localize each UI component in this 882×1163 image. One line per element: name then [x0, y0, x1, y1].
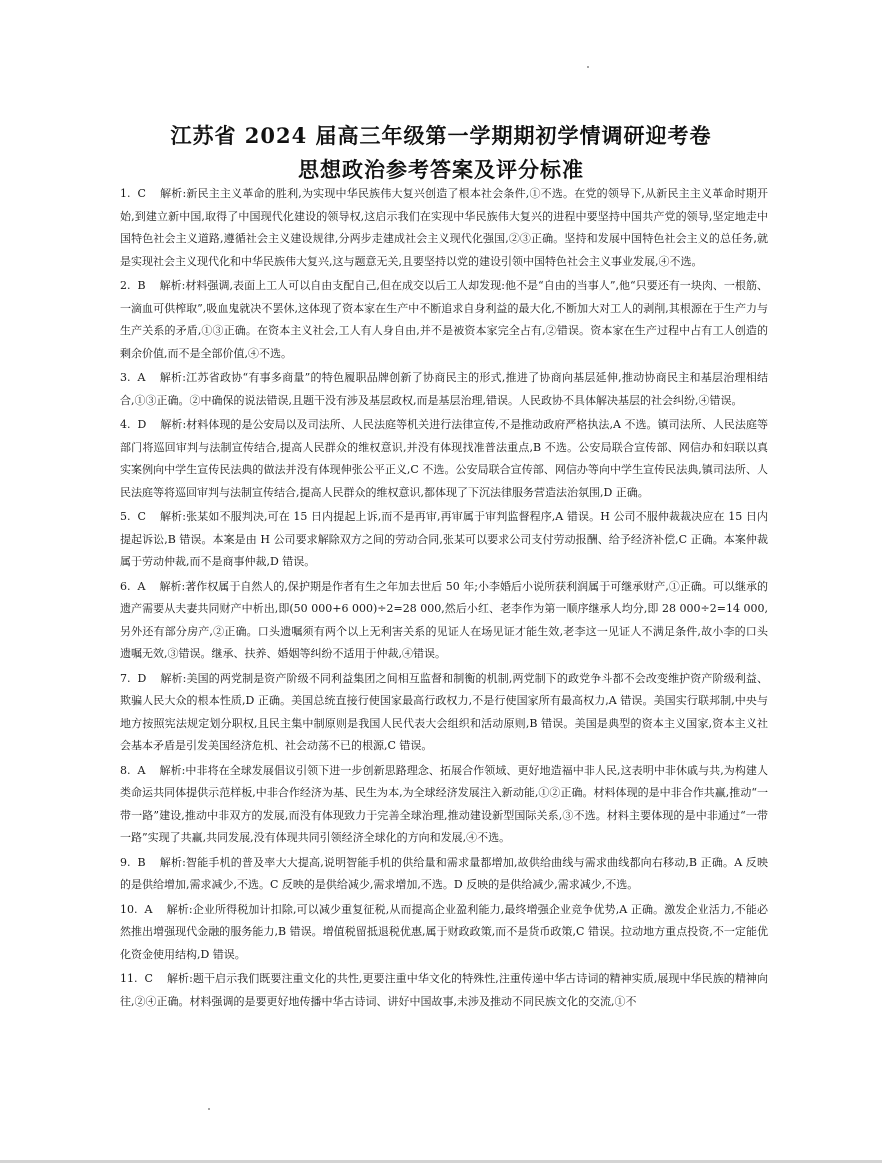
question-explanation: 解析:张某如不服判决,可在 15 日内提起上诉,而不是再审,再审属于审判监督程序,A 错误。H 公司不服仲裁裁决应在 15 日内提起诉讼,B 错误。本案是由 H 公司要求解除双方之间的劳动合同,张某可以要求公司支付劳动报酬、给予经济补偿,C 正确。本案仲裁属于劳动仲裁,而不是商事仲裁,D 错误。	[120, 510, 768, 568]
question-answer: A	[144, 902, 153, 916]
question-explanation: 解析:智能手机的普及率大大提高,说明智能手机的供给量和需求量都增加,故供给曲线与需求曲线都向右移动,B 正确。A 反映的是供给增加,需求减少,不选。C 反映的是供给减少,需求增加,不选。D 反映的是供给减少,需求减少,不选。	[120, 855, 768, 891]
document-subtitle: 思想政治参考答案及评分标准	[298, 157, 584, 182]
question-number: 4.	[120, 418, 131, 431]
question-answer: D	[137, 418, 147, 431]
question-explanation: 解析:著作权属于自然人的,保护期是作者有生之年加去世后 50 年;小李婚后小说所获利润属于可继承财产,①正确。可以继承的遗产需要从夫妻共同财产中析出,即(50 000+6 000)÷2=28 000,然后小红、老李作为第一顺序继承人均分,即 28 000÷2=14 000,另外还有部分房产,②正确。口头遗嘱须有两个以上无利害关系的见证人在场见证才能生效,老李这一见证人不满足条件,故小李的口头遗嘱无效,③错误。继承、扶养、婚姻等纠纷不适用于仲裁,④错误。	[120, 579, 768, 660]
question-answer: C	[137, 187, 146, 200]
question-item	[120, 968, 768, 1013]
question-number: 5.	[120, 510, 131, 523]
question-answer: B	[137, 279, 146, 292]
question-explanation: 解析:中非将在全球发展倡议引领下进一步创新思路理念、拓展合作领域、更好地造福中非人民,这表明中非休戚与共,为构建人类命运共同体提供示范样板,中非合作经济为基、民生为本,为全球经济发展注入新动能,①②正确。材料体现的是中非合作共赢,推动“一带一路”建设,推动中非双方的发展,而没有体现致力于完善全球治理,推动建设新型国际关系,③不选。材料主要体现的是中非通过“一带一路”实现了共赢,共同发展,没有体现共同引领经济全球化的方向和发展,④不选。	[120, 763, 768, 844]
question-answer: C	[137, 510, 146, 523]
answer-list	[120, 183, 768, 1015]
question-explanation: 解析:材料强调,表面上工人可以自由支配自己,但在成交以后工人却发现:他不是“自由的当事人”,他“只要还有一块肉、一根筋、一滴血可供榨取”,吸血鬼就决不罢休,这体现了资本家在生产中不断追求自身利益的最大化,不断加大对工人的剥削,其根源在于生产力与生产关系的矛盾,①③正确。在资本主义社会,工人有人身自由,并不是被资本家完全占有,②错误。资本家在生产过程中占有工人创造的剩余价值,而不是全部价值,④不选。	[120, 279, 768, 360]
question-answer: D	[137, 671, 147, 685]
question-answer: C	[144, 972, 153, 985]
question-answer: A	[137, 763, 146, 777]
question-number: 9.	[120, 855, 131, 869]
question-number: 2.	[120, 279, 131, 292]
question-explanation: 解析:美国的两党制是资产阶级不同利益集团之间相互监督和制衡的机制,两党制下的政党争斗都不会改变维护资产阶级利益、欺骗人民大众的根本性质,D 正确。美国总统直接行使国家最高行政权力,不是行使国家所有最高权力,A 错误。美国实行联邦制,中央与地方按照宪法规定划分职权,且民主集中制原则是我国人民代表大会组织和活动原则,B 错误。美国是典型的资本主义国家,资本主义社会基本矛盾是引发美国经济危机、社会动荡不已的根源,C 错误。	[120, 671, 768, 752]
question-item	[120, 760, 768, 850]
question-explanation: 解析:新民主主义革命的胜利,为实现中华民族伟大复兴创造了根本社会条件,①不选。在党的领导下,从新民主主义革命时期开始,到建立新中国,取得了中国现代化建设的领导权,这启示我们在实现中华民族伟大复兴的进程中要坚持中国共产党的领导,坚定地走中国特色社会主义道路,遵循社会主义建设规律,分两步走建成社会主义现代化强国,②③正确。坚持和发展中国特色社会主义的总任务,就是实现社会主义现代化和中华民族伟大复兴,这与题意无关,且要坚持以党的建设引领中国特色社会主义事业发展,④不选。	[120, 187, 768, 268]
question-item	[120, 414, 768, 504]
question-item	[120, 899, 768, 967]
question-number: 7.	[120, 671, 131, 685]
question-number: 10.	[120, 902, 138, 916]
scan-speck-bottom	[208, 1108, 210, 1110]
question-number: 8.	[120, 763, 131, 777]
question-answer: A	[137, 371, 146, 384]
question-number: 3.	[120, 371, 131, 384]
question-explanation: 解析:题干启示我们既要注重文化的共性,更要注重中华文化的特殊性,注重传递中华古诗词的精神实质,展现中华民族的精神向往,②④正确。材料强调的是要更好地传播中华古诗词、讲好中国故事,未涉及推动不同民族文化的交流,①不	[120, 972, 768, 1008]
question-item	[120, 506, 768, 574]
question-explanation: 解析:材料体现的是公安局以及司法所、人民法庭等机关进行法律宣传,不是推动政府严格执法,A 不选。镇司法所、人民法庭等部门将巡回审判与法制宣传结合,提高人民群众的维权意识,并没有体现找准普法重点,B 不选。公安局联合宣传部、网信办和妇联以真实案例向中学生宣传民法典的做法并没有体现伸张公平正义,C 不选。公安局联合宣传部、网信办等向中学生宣传民法典,镇司法所、人民法庭等将巡回审判与法制宣传结合,提高人民群众的维权意识,都体现了下沉法律服务营造法治氛围,D 正确。	[120, 418, 768, 499]
question-item	[120, 576, 768, 666]
question-number: 6.	[120, 579, 131, 593]
question-explanation: 解析:企业所得税加计扣除,可以减少重复征税,从而提高企业盈利能力,最终增强企业竞争优势,A 正确。激发企业活力,不能必然推出增强现代金融的服务能力,B 错误。增值税留抵退税优惠,属于财政政策,而不是货币政策,C 错误。拉动地方重点投资,不一定能优化资金使用结构,D 错误。	[120, 902, 768, 961]
scan-speck-top	[587, 66, 589, 68]
question-item	[120, 367, 768, 412]
question-answer: B	[137, 855, 146, 869]
question-explanation: 解析:江苏省政协“有事多商量”的特色履职品牌创新了协商民主的形式,推进了协商向基层延伸,推动协商民主和基层治理相结合,①③正确。②中确保的说法错误,且题干没有涉及基层政权,而是基层治理,错误。人民政协不具体解决基层的社会纠纷,④错误。	[120, 371, 768, 407]
question-number: 11.	[120, 972, 138, 985]
document-title: 江苏省 2024 届高三年级第一学期期初学情调研迎考卷	[170, 123, 712, 148]
question-answer: A	[137, 579, 146, 593]
question-item	[120, 183, 768, 273]
question-item	[120, 668, 768, 758]
question-item	[120, 852, 768, 897]
question-number: 1.	[120, 187, 131, 200]
question-item	[120, 275, 768, 365]
